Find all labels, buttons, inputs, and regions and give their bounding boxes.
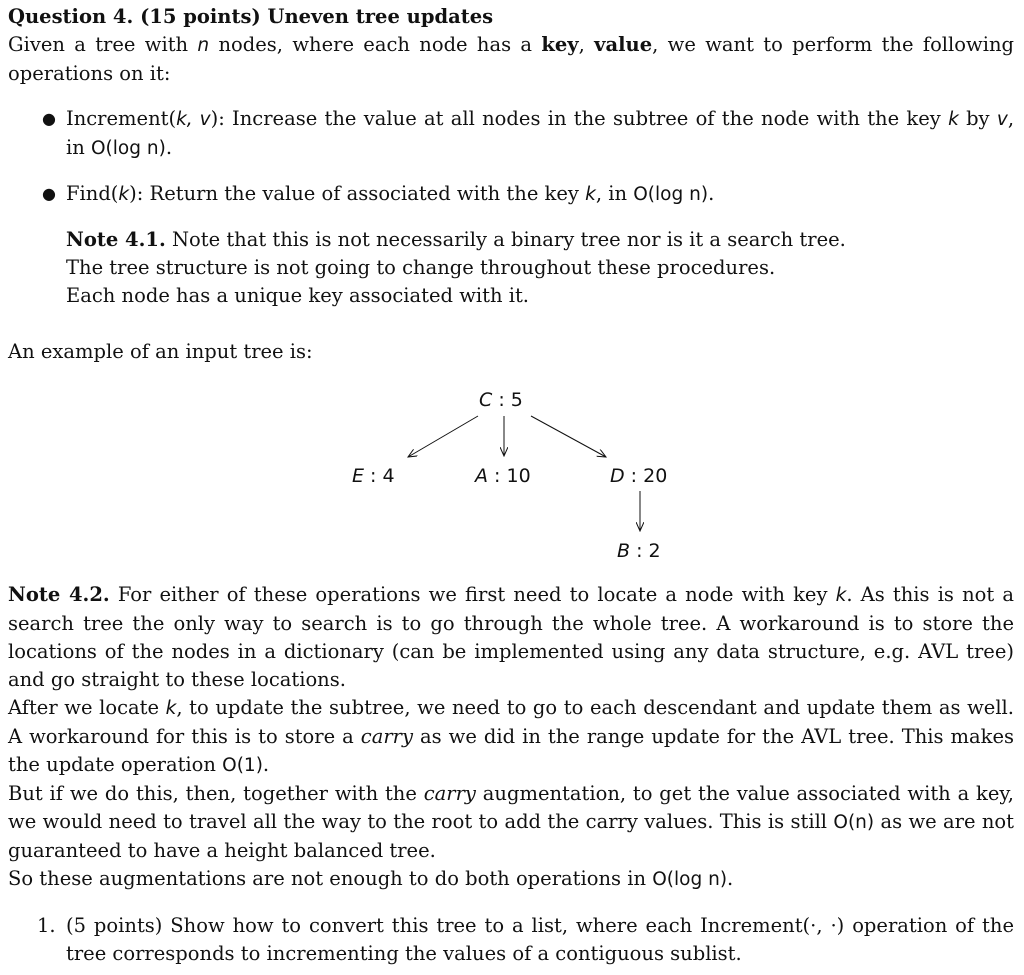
edge-c-e — [408, 416, 478, 457]
note-4-2-p4: So these augmentations are not enough to do both operations in O(log n). — [8, 867, 734, 890]
note-4-2 — [8, 581, 1014, 894]
note-4-1: Note 4.1. Note that this is not necessarily a binary tree nor is it a search tree. The tree structure is not going to change throughout these procedures. Each node has a unique key associated with it. — [66, 228, 846, 307]
bullet-icon: ● — [42, 184, 56, 203]
tree-node-e: E : 4 — [352, 465, 395, 487]
note-4-2-p1: Note 4.2. For either of these operations we first need to locate a node with key k. As this is not a search tree the only way to search is to go through the whole tree. A workaround is to store the locations of the nodes in a dictionary (can be implemented using any data structure, e.g. AVL tree) and go straight to these locations. — [8, 583, 1014, 691]
tree-node-a: A : 10 — [475, 465, 531, 487]
tree-node-b: B : 2 — [617, 540, 661, 562]
subquestion-number: 1. — [37, 914, 56, 937]
note-label: Note 4.1. — [66, 228, 166, 251]
question-title-text: Question 4. (15 points) Uneven tree updates — [8, 5, 494, 28]
edge-c-d — [531, 416, 606, 457]
tree-node-c: C : 5 — [479, 389, 523, 411]
bullet-icon: ● — [42, 109, 56, 128]
note-label: Note 4.2. — [8, 583, 110, 606]
operation-increment: Increment(k, v): Increase the value at all nodes in the subtree of the node with the key k by v, in O(log n). — [66, 107, 1015, 159]
note-4-2-p3: But if we do this, then, together with the carry augmentation, to get the value associated with a key, we would need to travel all the way to the root to add the carry values. This is still O(n) as we are not guaranteed to have a height balanced tree. — [8, 782, 1014, 862]
operation-find: Find(k): Return the value of associated with the key k, in O(log n). — [66, 182, 715, 205]
subquestion-text: (5 points) Show how to convert this tree to a list, where each Increment(·, ·) operation of the tree corresponds to incrementing the values of a contiguous sublist. — [66, 914, 1014, 965]
intro-paragraph: Given a tree with n nodes, where each node has a key, value, we want to perform the following operations on it: — [8, 33, 1014, 85]
tree-node-d: D : 20 — [610, 465, 668, 487]
note-4-2-p2: After we locate k, to update the subtree, we need to go to each descendant and update them as well. A workaround for this is to store a carry as we did in the range update for the AVL tree. This makes the update operation O(1). — [8, 696, 1014, 776]
example-intro: An example of an input tree is: — [8, 340, 313, 363]
